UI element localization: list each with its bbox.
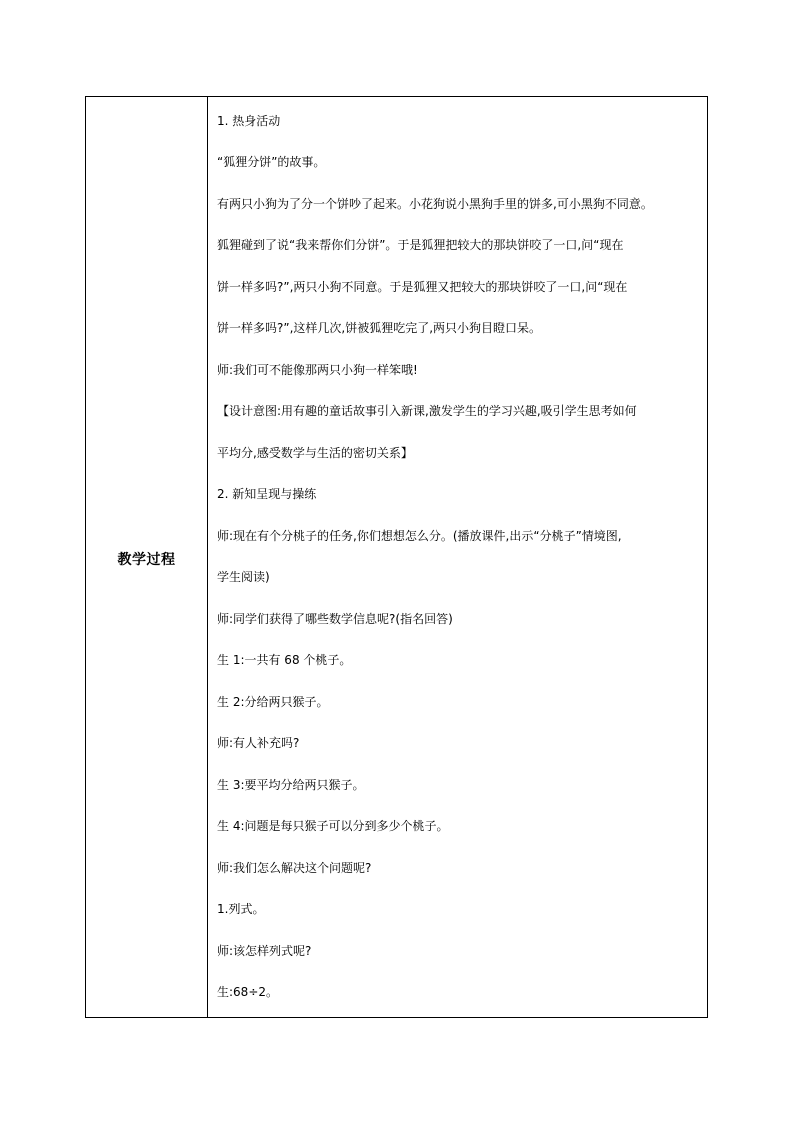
design-intent: 【设计意图:用有趣的童话故事引入新课,激发学生的学习兴趣,吸引学生思考如何	[217, 404, 637, 418]
text-line: 1.列式。	[217, 902, 265, 916]
text-line: 生 4:问题是每只猴子可以分到多少个桃子。	[217, 819, 449, 833]
text-line: 师:该怎样列式呢?	[217, 944, 312, 958]
heading-new-knowledge: 2. 新知呈现与操练	[217, 487, 317, 501]
story-title: “狐狸分饼”的故事。	[217, 155, 326, 169]
design-intent: 平均分,感受数学与生活的密切关系】	[217, 446, 413, 460]
text-line: 师:有人补充吗?	[217, 736, 300, 750]
text-line: 师:现在有个分桃子的任务,你们想想怎么分。(播放课件,出示“分桃子”情境图,	[217, 529, 622, 543]
text-line: 生 1:一共有 68 个桃子。	[217, 653, 352, 667]
lesson-table	[85, 96, 708, 1018]
text-line: 生:68÷2。	[217, 985, 279, 999]
text-line: 饼一样多吗?”,两只小狗不同意。于是狐狸又把较大的那块饼咬了一口,问“现在	[217, 280, 628, 294]
text-line: 有两只小狗为了分一个饼吵了起来。小花狗说小黑狗手里的饼多,可小黑狗不同意。	[217, 197, 653, 211]
text-line: 师:我们可不能像那两只小狗一样笨哦!	[217, 363, 418, 377]
text-line: 师:我们怎么解决这个问题呢?	[217, 861, 372, 875]
text-line: 生 3:要平均分给两只猴子。	[217, 778, 365, 792]
column-divider	[207, 97, 208, 1017]
text-line: 狐狸碰到了说“我来帮你们分饼”。于是狐狸把较大的那块饼咬了一口,问“现在	[217, 238, 624, 252]
text-line: 生 2:分给两只猴子。	[217, 695, 329, 709]
section-label: 教学过程	[117, 552, 176, 568]
heading-warmup: 1. 热身活动	[217, 114, 281, 128]
text-line: 师:同学们获得了哪些数学信息呢?(指名回答)	[217, 612, 453, 626]
text-line: 学生阅读)	[217, 570, 270, 584]
text-line: 饼一样多吗?”,这样几次,饼被狐狸吃完了,两只小狗目瞪口呆。	[217, 321, 542, 335]
